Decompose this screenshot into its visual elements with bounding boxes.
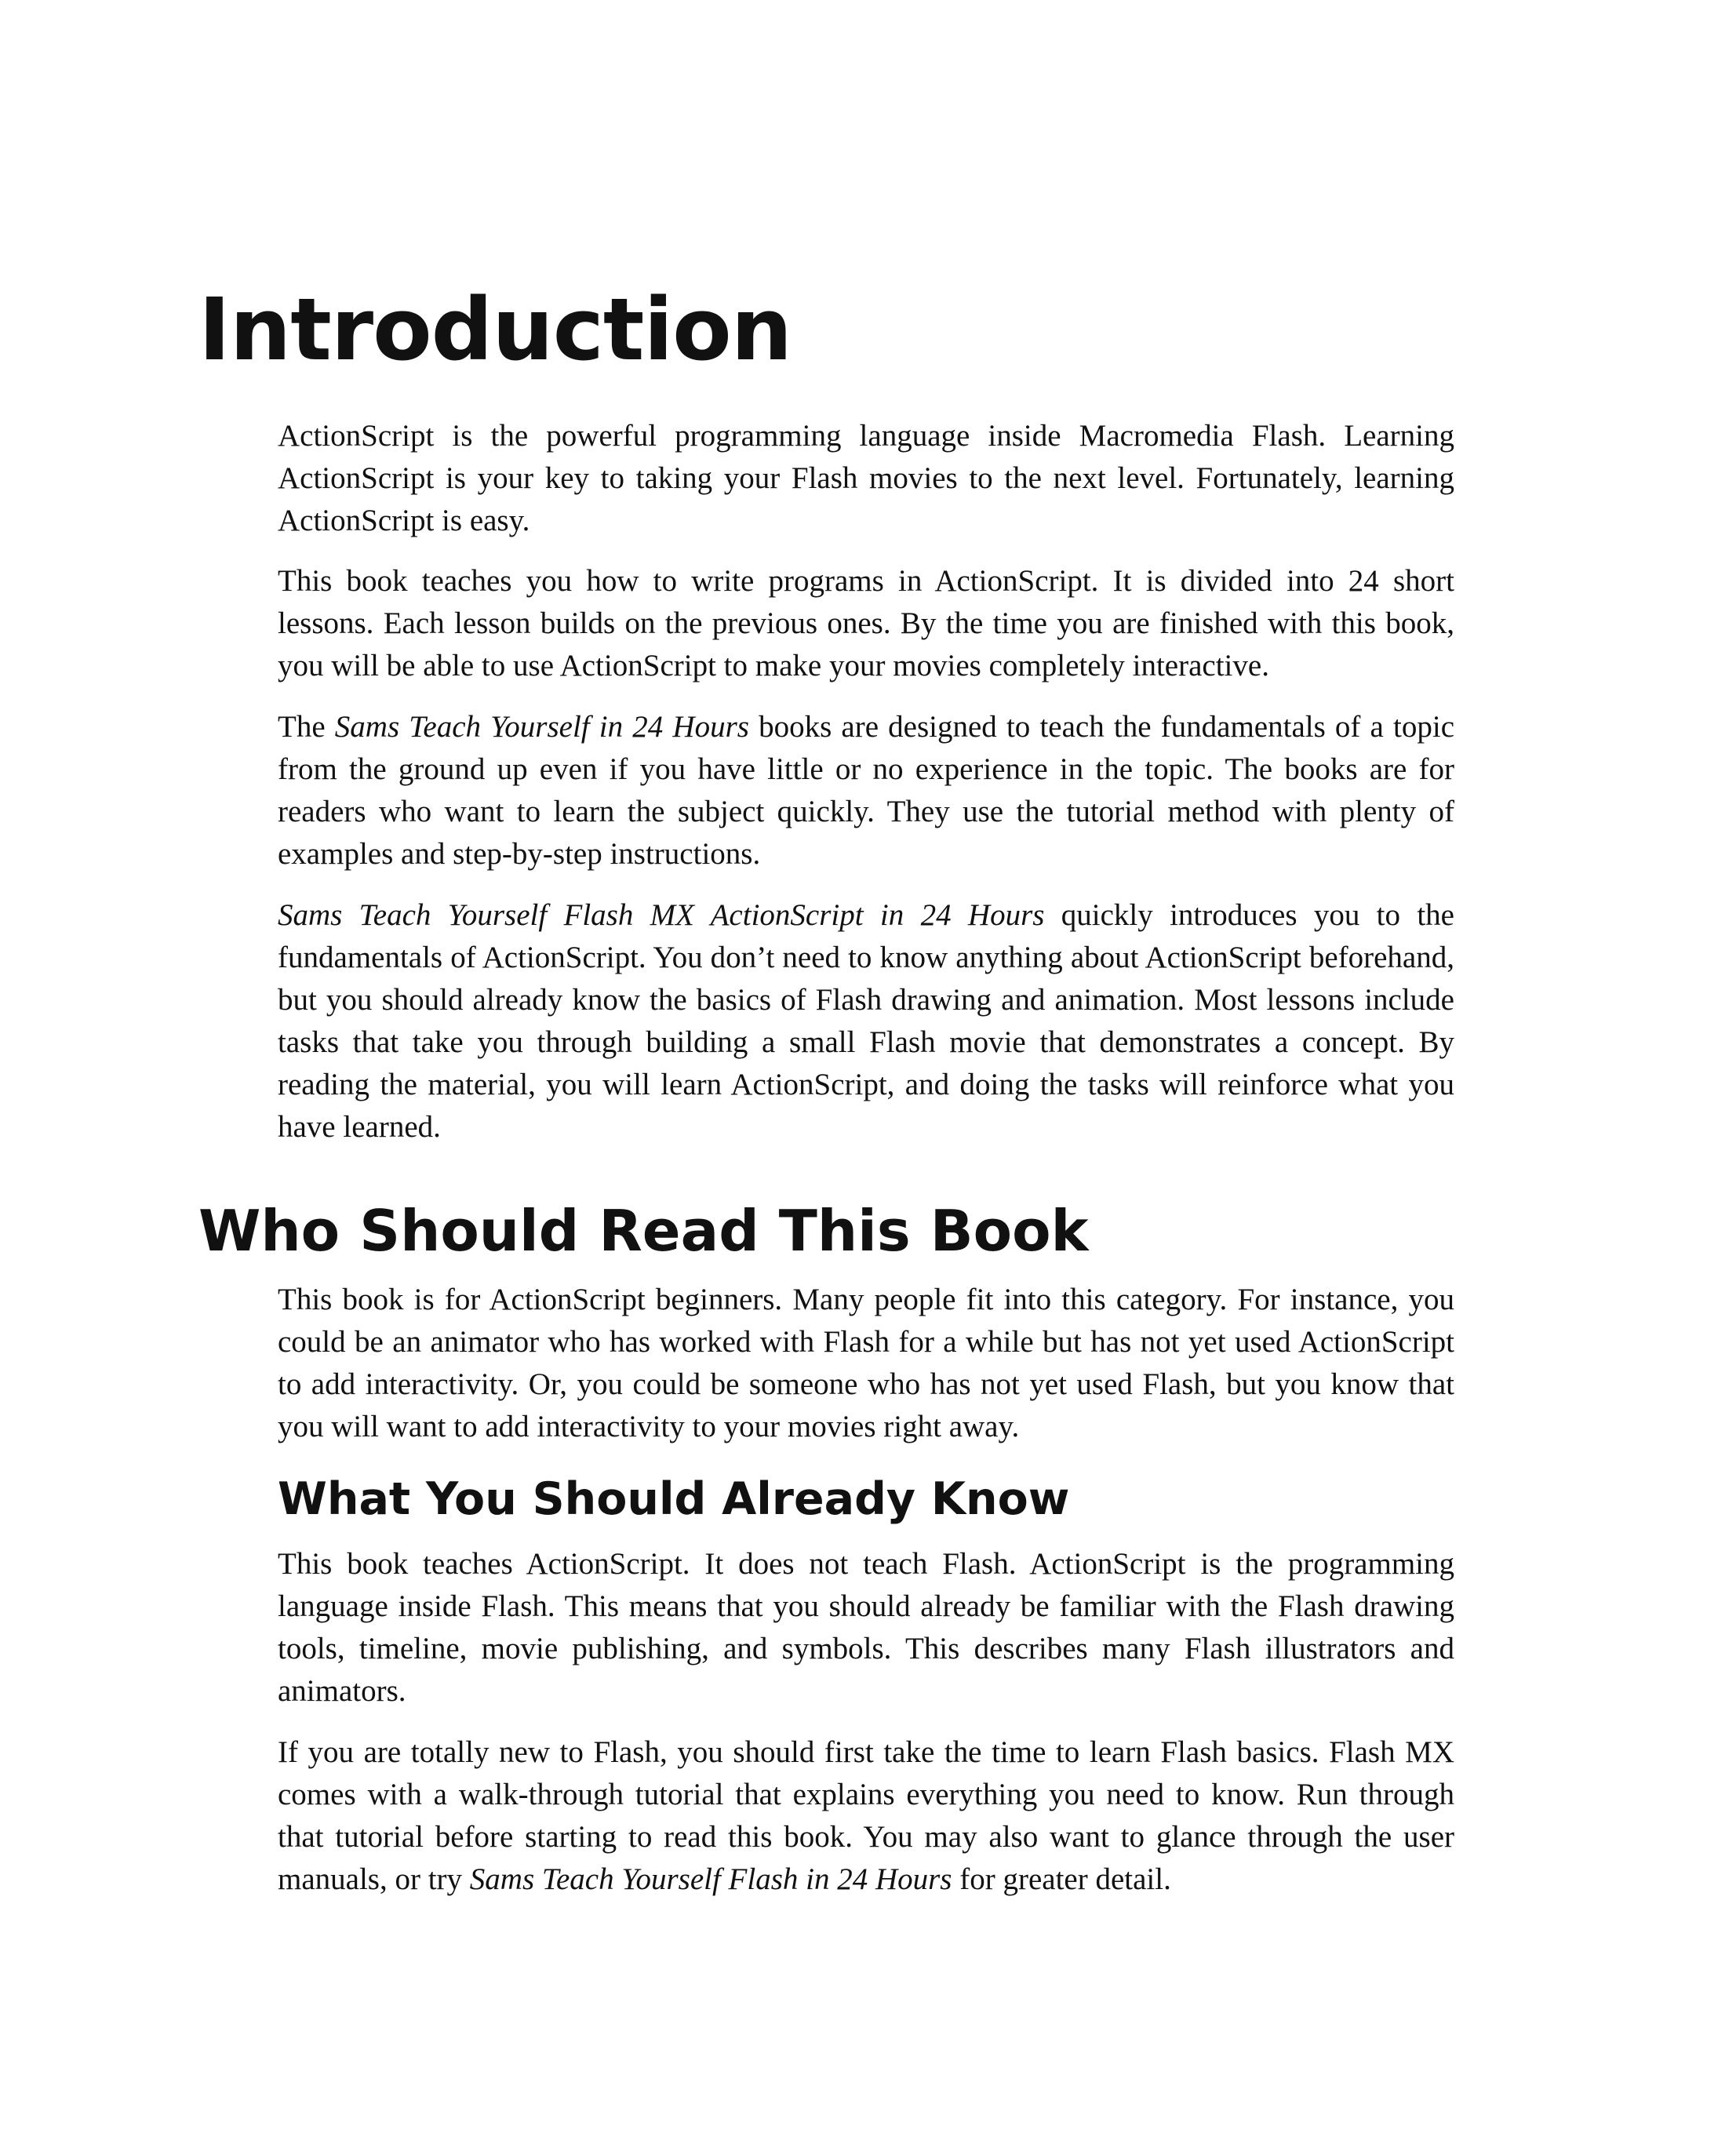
intro-paragraph-3-text-start: The xyxy=(278,710,335,744)
heading-who-should-read: Who Should Read This Book xyxy=(198,1198,1089,1264)
know-paragraph-2-text-end: for greater detail. xyxy=(952,1862,1171,1896)
intro-paragraph-4-text: quickly introduces you to the fundamentals of ActionScript. You don’t need to know anything about ActionScript beforehand, but you should already know the basics of Flash drawing and animation. Most lessons include tasks that take you through building a small Flash movie that demonstrates a concept. By reading the material, you will learn ActionScript, and doing the tasks will reinforce what you have learned. xyxy=(278,898,1454,1144)
know-paragraph-2 xyxy=(278,1731,1454,1901)
intro-paragraph-4 xyxy=(278,894,1454,1148)
know-paragraph-1: This book teaches ActionScript. It does not teach Flash. ActionScript is the programming language inside Flash. This means that you should already be familiar with the Flash drawing tools, timeline, movie publishing, and symbols. This describes many Flash illustrators and animators. xyxy=(278,1547,1454,1708)
heading-what-you-should-know: What You Should Already Know xyxy=(278,1473,1070,1525)
know-paragraph-2-text-start: If you are totally new to Flash, you should first take the time to learn Flash basics. Flash MX comes with a walk-through tutorial that explains everything you need to know. Run through that tutorial before starting to read this book. You may also want to glance through the user manuals, or try xyxy=(278,1735,1454,1896)
chapter-title: Introduction xyxy=(198,279,792,380)
book-series-title: Sams Teach Yourself in 24 Hours xyxy=(334,710,749,744)
intro-paragraph-1: ActionScript is the powerful programming language inside Macromedia Flash. Learning ActionScript is your key to taking your Flash movies to the next level. Fortunately, learning ActionScript is easy. xyxy=(278,419,1454,537)
intro-paragraph-3-text-end: books are designed to teach the fundamentals of a topic from the ground up even if you have little or no experience in the topic. The books are for readers who want to learn the subject quickly. They use the tutorial method with plenty of examples and step-by-step instructions. xyxy=(278,710,1455,871)
intro-paragraph-3 xyxy=(278,706,1454,875)
referenced-book-title: Sams Teach Yourself Flash in 24 Hours xyxy=(469,1862,952,1896)
intro-paragraph-2: This book teaches you how to write programs in ActionScript. It is divided into 24 short lessons. Each lesson builds on the previous ones. By the time you are finished with this book, you will be able to use ActionScript to make your movies completely interactive. xyxy=(278,564,1454,683)
who-paragraph: This book is for ActionScript beginners. Many people fit into this category. For instance, you could be an animator who has worked with Flash for a while but has not yet used ActionScript to add interactivity. Or, you could be someone who has not yet used Flash, but you know that you will want to add interactivity to your movies right away. xyxy=(278,1283,1454,1443)
book-title: Sams Teach Yourself Flash MX ActionScript in 24 Hours xyxy=(278,898,1045,932)
